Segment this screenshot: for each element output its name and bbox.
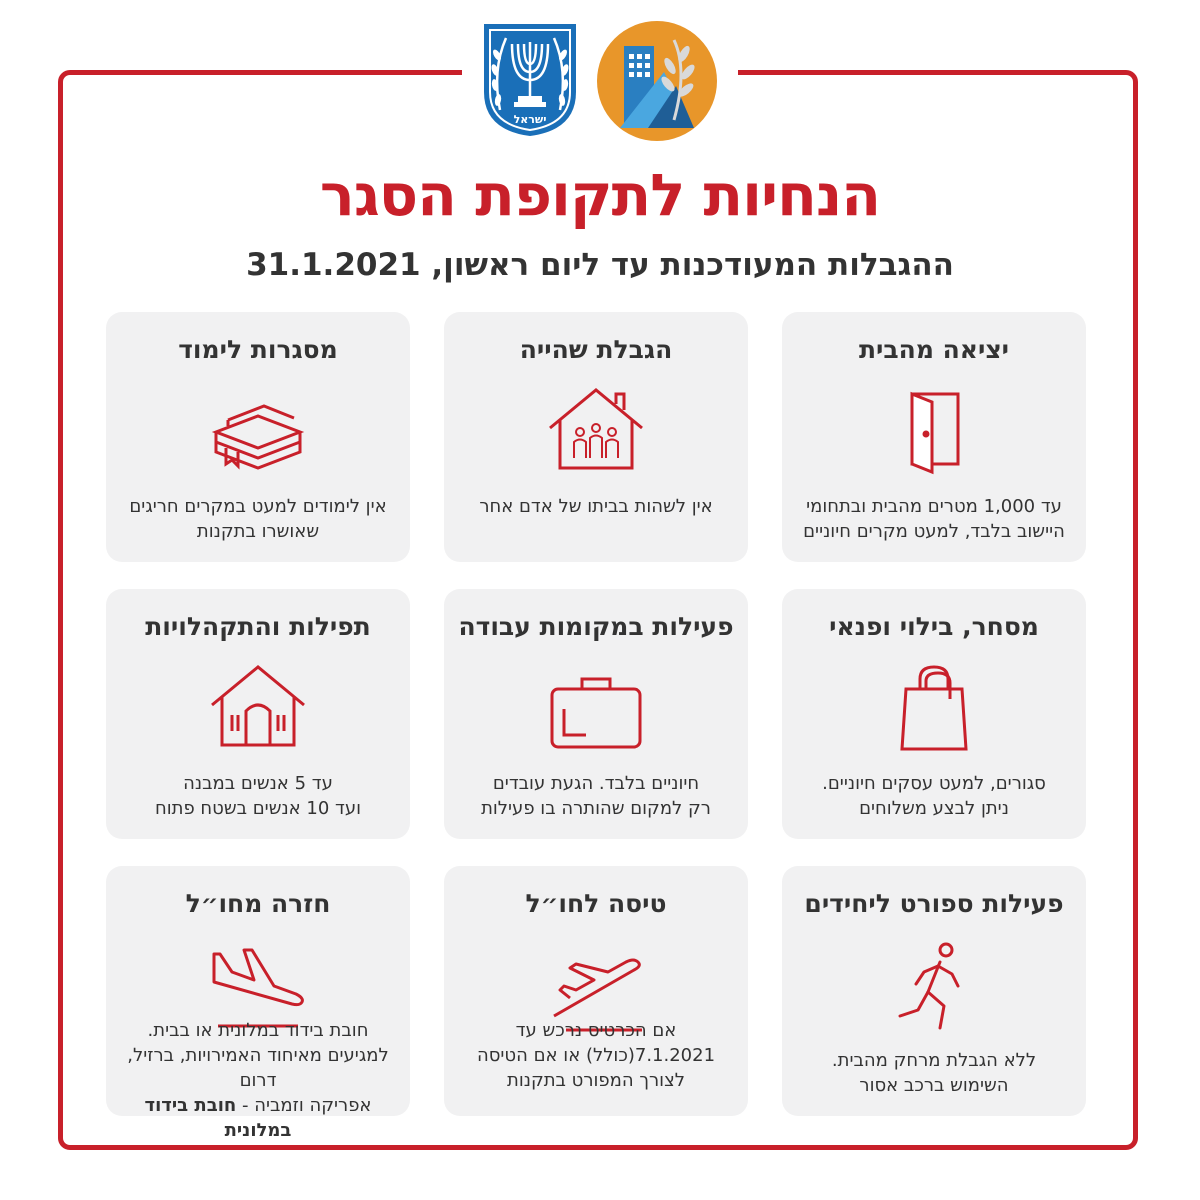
card-title: פעילות במקומות עבודה: [458, 612, 734, 641]
card-description: חובת בידוד במלונית או בבית. למגיעים מאיחוד האמירויות, ברזיל, דרום אפריקה וזמביה - חובת בידוד במלונית: [127, 1020, 389, 1141]
card-return-from-abroad: [106, 866, 410, 1141]
briefcase-icon: [546, 659, 646, 759]
card-title: יציאה מהבית: [858, 335, 1010, 364]
card-title: מסגרות לימוד: [178, 335, 338, 364]
card-description: עד 1,000 מטרים מהבית ובתחומי היישוב בלבד, למעט מקרים חיוניים: [803, 496, 1065, 542]
card-description: אין לימודים למעט במקרים חריגים שאושרו בתקנות: [129, 496, 387, 542]
card-title: חזרה מחו״ל: [185, 889, 331, 918]
emphasis-text: חובת בידוד במלונית: [144, 1095, 292, 1141]
emblem-label: ישראל: [513, 113, 547, 126]
guidelines-grid: [106, 312, 1086, 1141]
card-individual-sport: [782, 866, 1086, 1116]
card-flight-abroad: [444, 866, 748, 1116]
card-commerce: [782, 589, 1086, 839]
prayer-house-icon: [208, 659, 308, 759]
card-title: הגבלת שהייה: [519, 335, 673, 364]
card-description: אין לשהות בביתו של אדם אחר: [479, 496, 713, 517]
card-prayers-gatherings: [106, 589, 410, 839]
card-title: טיסה לחו״ל: [525, 889, 667, 918]
page-subtitle: ההגבלות המעודכנות עד ליום ראשון, 31.1.2021: [246, 247, 954, 283]
card-description: חיוניים בלבד. הגעת עובדים רק למקום שהותרה בו פעילות: [481, 773, 711, 819]
page-title: הנחיות לתקופת הסגר: [319, 161, 881, 229]
door-icon: [884, 382, 984, 482]
card-description: ללא הגבלת מרחק מהבית. השימוש ברכב אסור: [831, 1050, 1037, 1096]
card-workplaces: [444, 589, 748, 839]
card-leaving-home: [782, 312, 1086, 562]
card-title: פעילות ספורט ליחידים: [804, 889, 1064, 918]
card-description: עד 5 אנשים במבנה ועד 10 אנשים בשטח פתוח: [154, 773, 362, 819]
card-description: סגורים, למעט עסקים חיוניים. ניתן לבצע משלוחים: [822, 773, 1046, 819]
card-title: מסחר, בילוי ופנאי: [829, 612, 1039, 641]
ministry-logo: [596, 20, 718, 146]
books-icon: [208, 382, 308, 482]
house-family-icon: [546, 382, 646, 482]
card-education: [106, 312, 410, 562]
card-stay-restriction: [444, 312, 748, 562]
card-description: אם הכרטיס נרכש עד 7.1.2021(כולל) או אם הטיסה לצורך המפורט בתקנות: [476, 1020, 716, 1091]
israel-emblem-logo: [480, 20, 580, 142]
card-title: תפילות והתקהלויות: [145, 612, 371, 641]
shopping-bag-icon: [884, 659, 984, 759]
runner-icon: [884, 936, 984, 1036]
